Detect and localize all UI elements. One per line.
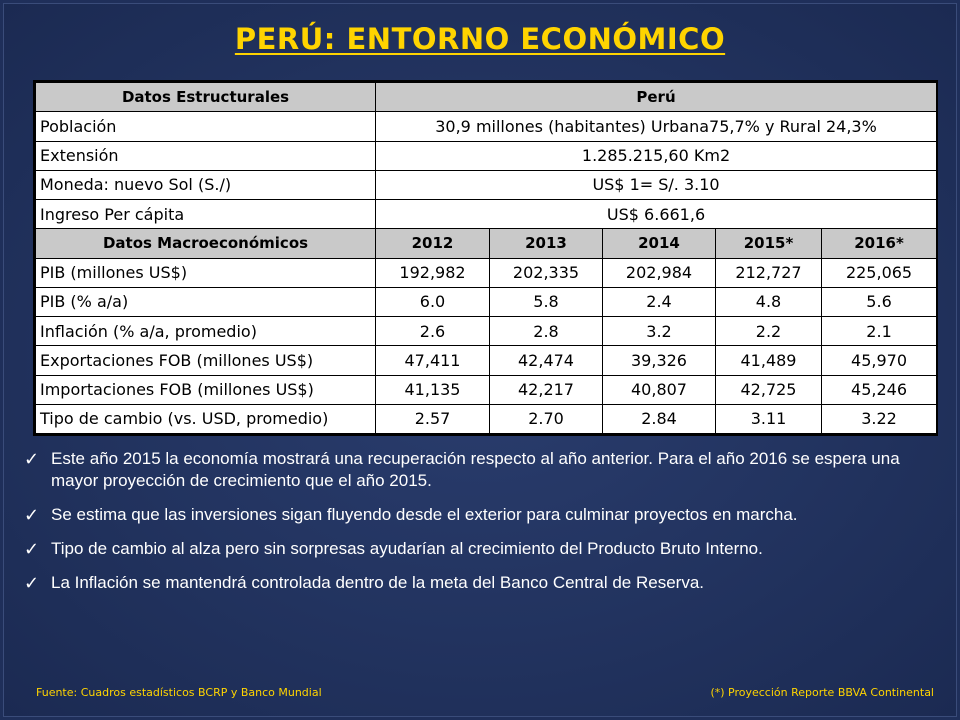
- macro-value: 3.22: [822, 404, 937, 433]
- macro-label: Inflación (% a/a, promedio): [36, 317, 376, 346]
- macro-value: 2.4: [603, 287, 716, 316]
- macro-value: 42,474: [490, 346, 603, 375]
- macro-value: 2.70: [490, 404, 603, 433]
- structural-label: Ingreso Per cápita: [36, 200, 376, 229]
- macro-value: 39,326: [603, 346, 716, 375]
- bullet-text: La Inflación se mantendrá controlada dentro de la meta del Banco Central de Reserva.: [51, 573, 705, 592]
- macro-value: 2.2: [716, 317, 822, 346]
- bullet-text: Este año 2015 la economía mostrará una recuperación respecto al año anterior. Para el año 2016 se espera una mayor proyección de crecimiento que el año 2015.: [51, 449, 900, 490]
- macro-value: 2.1: [822, 317, 937, 346]
- checkmark-icon: ✓: [24, 539, 40, 559]
- macro-row: [36, 287, 937, 316]
- macro-value: 3.2: [603, 317, 716, 346]
- structural-value: US$ 1= S/. 3.10: [376, 170, 937, 199]
- macro-value: 2.84: [603, 404, 716, 433]
- macro-label: Exportaciones FOB (millones US$): [36, 346, 376, 375]
- macro-value: 42,217: [490, 375, 603, 404]
- economic-data-table: [33, 80, 938, 436]
- macro-value: 2.57: [376, 404, 490, 433]
- bullet-item: [24, 448, 934, 492]
- macro-header-year: 2016*: [822, 229, 937, 258]
- macro-value: 5.8: [490, 287, 603, 316]
- bullet-item: [24, 504, 934, 526]
- structural-label: Moneda: nuevo Sol (S./): [36, 170, 376, 199]
- structural-value: US$ 6.661,6: [376, 200, 937, 229]
- macro-label: Tipo de cambio (vs. USD, promedio): [36, 404, 376, 433]
- bullet-item: [24, 538, 934, 560]
- bullet-item: [24, 572, 934, 594]
- structural-label: Población: [36, 112, 376, 141]
- macro-value: 212,727: [716, 258, 822, 287]
- macro-value: 5.6: [822, 287, 937, 316]
- footer-source: Fuente: Cuadros estadísticos BCRP y Banco Mundial: [36, 686, 322, 699]
- footer-note: (*) Proyección Reporte BBVA Continental: [710, 686, 934, 699]
- macro-row: [36, 317, 937, 346]
- macro-row: [36, 404, 937, 433]
- macro-value: 4.8: [716, 287, 822, 316]
- structural-header-country: Perú: [376, 83, 937, 112]
- macro-value: 45,246: [822, 375, 937, 404]
- macro-header-row: [36, 229, 937, 258]
- checkmark-icon: ✓: [24, 573, 40, 593]
- macro-header-year: 2013: [490, 229, 603, 258]
- macro-row: [36, 346, 937, 375]
- checkmark-icon: ✓: [24, 505, 40, 525]
- macro-label: PIB (% a/a): [36, 287, 376, 316]
- macro-value: 202,984: [603, 258, 716, 287]
- structural-row: [36, 112, 937, 141]
- structural-value: 1.285.215,60 Km2: [376, 141, 937, 170]
- structural-row: [36, 141, 937, 170]
- macro-value: 192,982: [376, 258, 490, 287]
- macro-value: 40,807: [603, 375, 716, 404]
- macro-value: 225,065: [822, 258, 937, 287]
- macro-value: 2.8: [490, 317, 603, 346]
- macro-value: 3.11: [716, 404, 822, 433]
- bullet-text: Se estima que las inversiones sigan fluyendo desde el exterior para culminar proyectos en marcha.: [51, 505, 798, 524]
- bullet-list: [24, 448, 934, 606]
- bullet-text: Tipo de cambio al alza pero sin sorpresas ayudarían al crecimiento del Producto Bruto Interno.: [51, 539, 763, 558]
- page-title: PERÚ: ENTORNO ECONÓMICO: [234, 22, 726, 56]
- macro-value: 2.6: [376, 317, 490, 346]
- macro-header-year: 2014: [603, 229, 716, 258]
- macro-value: 41,135: [376, 375, 490, 404]
- macro-label: PIB (millones US$): [36, 258, 376, 287]
- structural-row: [36, 200, 937, 229]
- macro-value: 202,335: [490, 258, 603, 287]
- macro-header-label: Datos Macroeconómicos: [36, 229, 376, 258]
- macro-value: 47,411: [376, 346, 490, 375]
- macro-header-year: 2012: [376, 229, 490, 258]
- macro-value: 45,970: [822, 346, 937, 375]
- macro-label: Importaciones FOB (millones US$): [36, 375, 376, 404]
- macro-value: 41,489: [716, 346, 822, 375]
- macro-row: [36, 375, 937, 404]
- checkmark-icon: ✓: [24, 449, 40, 469]
- structural-value: 30,9 millones (habitantes) Urbana75,7% y Rural 24,3%: [376, 112, 937, 141]
- structural-header-row: [36, 83, 937, 112]
- macro-value: 6.0: [376, 287, 490, 316]
- macro-value: 42,725: [716, 375, 822, 404]
- structural-header-label: Datos Estructurales: [36, 83, 376, 112]
- structural-label: Extensión: [36, 141, 376, 170]
- structural-row: [36, 170, 937, 199]
- macro-row: [36, 258, 937, 287]
- macro-header-year: 2015*: [716, 229, 822, 258]
